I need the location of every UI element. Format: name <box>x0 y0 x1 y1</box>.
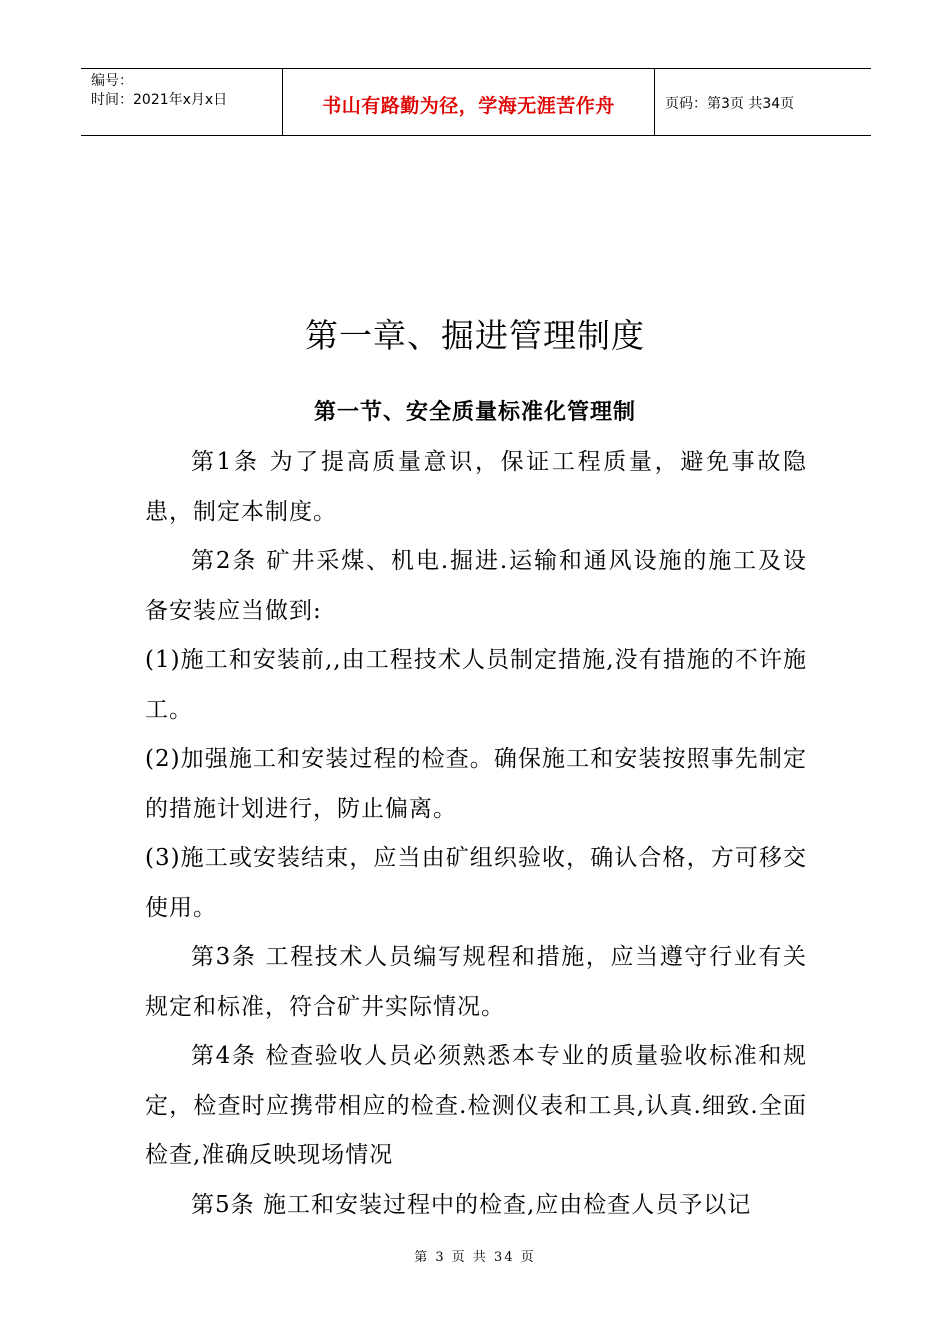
page-footer: 第 3 页 共 34 页 <box>414 1250 536 1265</box>
header-number-label: 编号： <box>91 73 133 89</box>
header-motto: 书山有路勤为径，学海无涯苦作舟 <box>283 69 655 135</box>
section-title: 第一节、安全质量标准化管理制 <box>313 400 636 425</box>
paragraph-article-4: 第4条 检查验收人员必须熟悉本专业的质量验收标准和规定，检查时应携带相应的检查.检测仪表和工具,认真.细致.全面检查,准确反映现场情况 <box>145 1043 807 1168</box>
paragraph-article-5: 第5条 施工和安装过程中的检查,应由检查人员予以记 <box>191 1191 752 1218</box>
paragraph-item-2: (2)加强施工和安装过程的检查。确保施工和安装按照事先制定的措施计划进行，防止偏离。 <box>145 746 807 822</box>
paragraph-article-3: 第3条 工程技术人员编写规程和措施，应当遵守行业有关规定和标准，符合矿井实际情况。 <box>145 944 807 1020</box>
chapter-title: 第一章、掘进管理制度 <box>305 316 645 355</box>
paragraph-article-1: 第1条 为了提高质量意识，保证工程质量，避免事故隐患，制定本制度。 <box>145 449 807 525</box>
header-time-label: 时间：2021年x月x日 <box>91 92 228 108</box>
document-header <box>81 68 871 136</box>
paragraph-article-2: 第2条 矿井采煤、机电.掘进.运输和通风设施的施工及设备安装应当做到: <box>145 548 807 624</box>
header-meta <box>81 69 283 135</box>
paragraph-item-1: (1)施工和安装前,,由工程技术人员制定措施,没有措施的不许施工。 <box>145 647 807 723</box>
paragraph-item-3: (3)施工或安装结束，应当由矿组织验收，确认合格，方可移交使用。 <box>145 845 807 921</box>
body-text <box>145 438 807 1230</box>
header-page-info: 页码：第3页 共34页 <box>665 96 795 112</box>
